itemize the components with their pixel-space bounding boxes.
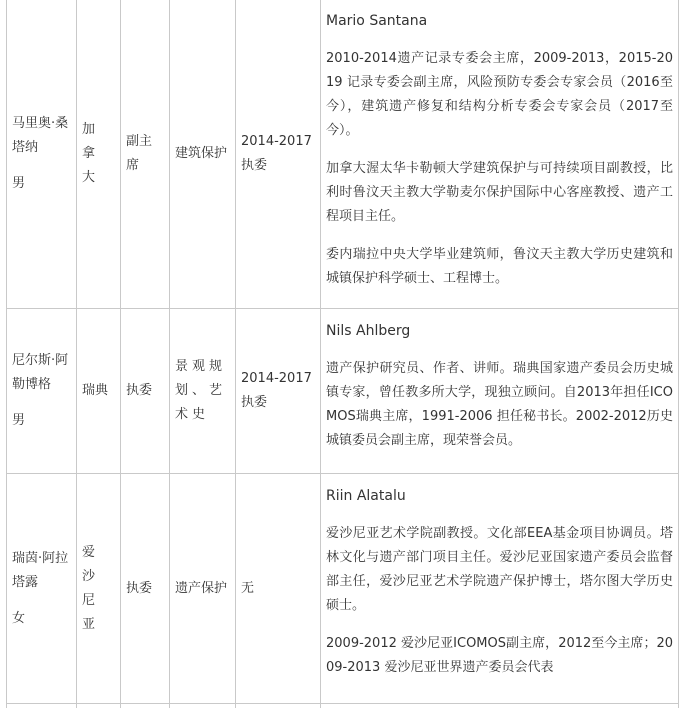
empty-cell [236,704,321,708]
member-bio [321,309,679,474]
member-bio-paragraph: 遗产保护研究员、作者、讲师。瑞典国家遗产委员会历史城镇专家，曾任教多所大学，现独立顾问。自2013年担任ICOMOS瑞典主席，1991-2006 担任秘书长。2002-2012历史城镇委员会副主席，现荣誉会员。 [326,361,673,448]
member-term: 2014-2017执委 [236,309,321,474]
member-field: 景观规划、艺术史 [170,309,236,474]
empty-cell [121,704,170,708]
member-latin-name: Nils Ahlberg [326,323,411,339]
member-bio [321,474,679,704]
member-name-line: 塔露 [12,574,39,590]
member-bio-paragraph: 2010-2014遗产记录专委会主席，2009-2013，2015-2019 记录专委会副主席，风险预防专委会专家会员（2016至今），建筑遗产修复和结构分析专委会专家会员（2017至今）。 [326,51,673,138]
member-name-cell [7,474,77,704]
member-name-cell [7,309,77,474]
empty-cell [321,704,679,708]
member-gender: 女 [12,610,26,626]
member-latin-name: Riin Alatalu [326,488,406,504]
member-name-line: 勒博格 [12,377,52,392]
table-row [7,704,679,708]
member-role: 副主席 [121,0,170,309]
empty-cell [77,704,121,708]
table-row [7,309,679,474]
member-gender: 男 [12,413,26,428]
member-role: 执委 [121,474,170,704]
member-country: 瑞典 [77,309,121,474]
member-term: 无 [236,474,321,704]
member-name-line: 瑞茵·阿拉 [12,550,69,566]
member-bio-paragraph: 2009-2012 爱沙尼亚ICOMOS副主席，2012至今主席；2009-2013 爱沙尼亚世界遗产委员会代表 [326,636,673,675]
member-name-line: 塔纳 [12,139,39,155]
empty-cell [170,704,236,708]
member-gender: 男 [12,175,26,191]
member-term: 2014-2017执委 [236,0,321,309]
members-table [6,0,679,708]
member-name-cell [7,0,77,309]
member-field: 建筑保护 [170,0,236,309]
member-role: 执委 [121,309,170,474]
table-row [7,0,679,309]
member-bio [321,0,679,309]
member-country: 爱沙尼亚 [77,474,121,704]
table-row [7,474,679,704]
member-bio-paragraph: 委内瑞拉中央大学毕业建筑师，鲁汶天主教大学历史建筑和城镇保护科学硕士、工程博士。 [326,247,673,286]
member-name-line: 马里奥·桑 [12,115,69,131]
member-name-line: 尼尔斯·阿 [12,353,69,368]
member-bio-paragraph: 爱沙尼亚艺术学院副教授。文化部EEA基金项目协调员。塔林文化与遗产部门项目主任。爱沙尼亚国家遗产委员会监督部主任，爱沙尼亚艺术学院遗产保护博士，塔尔图大学历史硕士。 [326,526,673,613]
empty-cell [7,704,77,708]
member-field: 遗产保护 [170,474,236,704]
member-latin-name: Mario Santana [326,13,428,29]
member-country: 加拿大 [77,0,121,309]
member-bio-paragraph: 加拿大渥太华卡勒顿大学建筑保护与可持续项目副教授，比利时鲁汶天主教大学勒麦尔保护国际中心客座教授、遗产工程项目主任。 [326,161,673,224]
